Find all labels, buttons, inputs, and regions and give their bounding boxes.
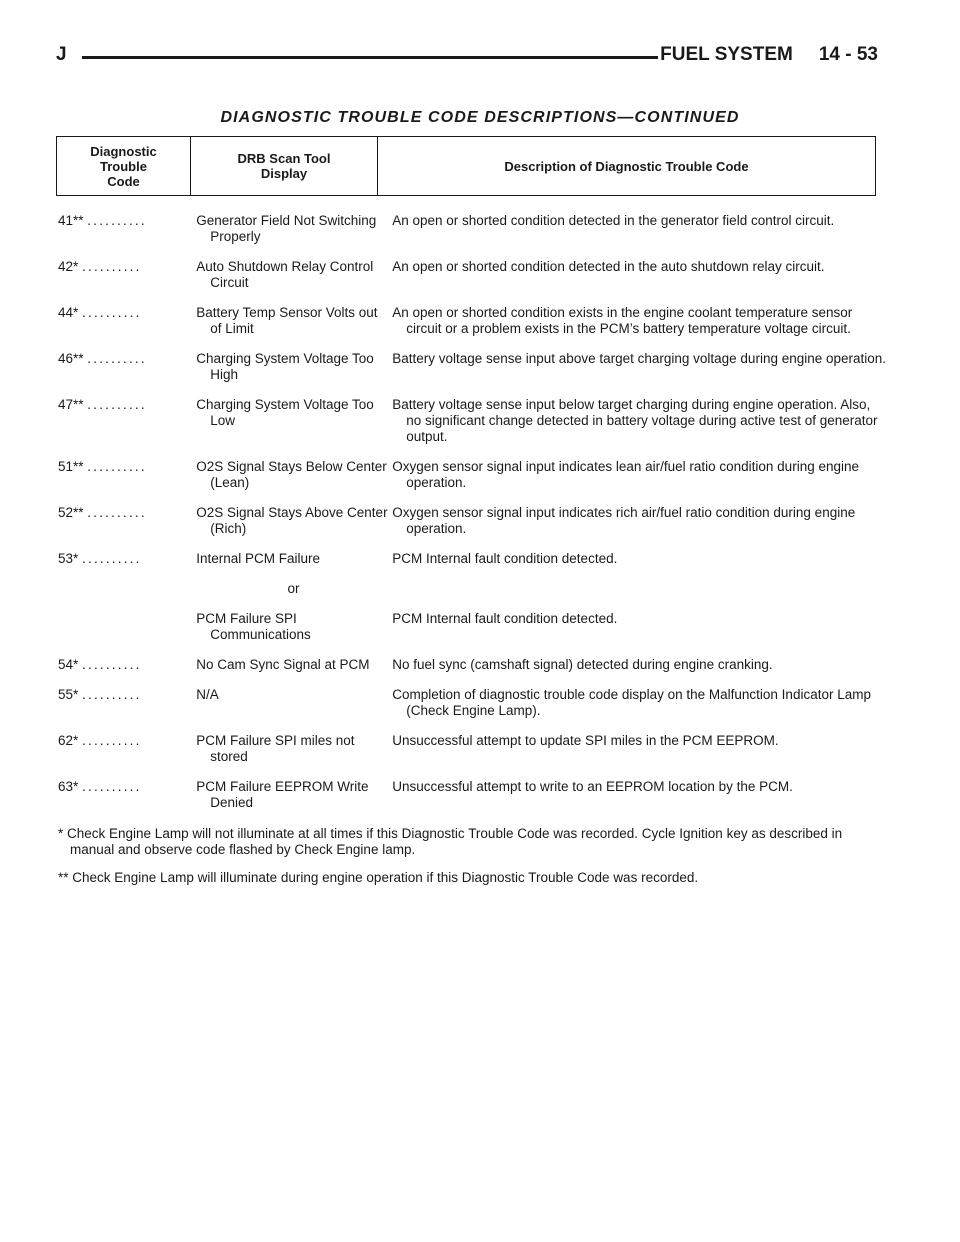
- description-cell: An open or shorted condition exists in the engine coolant temperature sensor circuit or a problem exists in the PCM’s battery temperature voltage circuit.: [392, 305, 853, 336]
- table-row: [58, 505, 888, 537]
- description-cell: An open or shorted condition detected in the generator field control circuit.: [392, 213, 835, 228]
- leader-dots: ..........: [82, 657, 142, 672]
- description-cell: Battery voltage sense input above target charging voltage during engine operation.: [392, 351, 887, 366]
- description-cell: Completion of diagnostic trouble code display on the Malfunction Indicator Lamp (Check Engine Lamp).: [392, 687, 871, 718]
- description-cell: Oxygen sensor signal input indicates lean air/fuel ratio condition during engine operation.: [392, 459, 859, 490]
- drb-cell: Auto Shutdown Relay Control Circuit: [196, 259, 374, 290]
- drb-cell: PCM Failure EEPROM Write Denied: [196, 779, 369, 810]
- col-header-drb: DRB Scan Tool Display: [191, 137, 378, 195]
- table-row: [58, 305, 888, 337]
- code-cell: [58, 259, 196, 291]
- header-left: J: [56, 44, 67, 65]
- code-cell: [58, 657, 196, 673]
- drb-cell: No Cam Sync Signal at PCM: [196, 657, 370, 672]
- footnote-double-asterisk: ** Check Engine Lamp will illuminate during engine operation if this Diagnostic Trouble Code was recorded.: [58, 870, 699, 885]
- section-title: DIAGNOSTIC TROUBLE CODE DESCRIPTIONS—CONTINUED: [220, 109, 740, 126]
- drb-cell: O2S Signal Stays Above Center (Rich): [196, 505, 388, 536]
- leader-dots: ..........: [82, 733, 142, 748]
- code-cell: [58, 733, 196, 765]
- description-cell: No fuel sync (camshaft signal) detected during engine cranking.: [392, 657, 773, 672]
- table-row: [58, 351, 888, 383]
- description-cell: PCM Internal fault condition detected.: [392, 611, 618, 626]
- drb-cell: Generator Field Not Switching Properly: [196, 213, 377, 244]
- leader-dots: ..........: [87, 459, 147, 474]
- table-row: [58, 259, 888, 291]
- col-header-code: Diagnostic Trouble Code: [57, 137, 191, 195]
- code-cell: [58, 611, 196, 643]
- page-header: [56, 44, 878, 72]
- code-value: 47**: [58, 397, 84, 412]
- leader-dots: ..........: [87, 351, 147, 366]
- drb-cell: O2S Signal Stays Below Center (Lean): [196, 459, 387, 490]
- table-row: [58, 213, 888, 245]
- code-cell: [58, 779, 196, 811]
- leader-dots: ..........: [82, 305, 142, 320]
- leader-dots: ..........: [82, 779, 142, 794]
- table-header: [56, 136, 876, 196]
- code-cell: [58, 459, 196, 491]
- table-row: [58, 611, 888, 643]
- code-value: 53*: [58, 551, 79, 566]
- table-row: [58, 551, 888, 567]
- leader-dots: ..........: [87, 505, 147, 520]
- description-cell: Battery voltage sense input below target charging during engine operation. Also, no significant change detected in battery voltage during active test of generator output.: [392, 397, 878, 444]
- header-page-number: 14 - 53: [818, 44, 878, 65]
- code-cell: [58, 351, 196, 383]
- header-right: [660, 44, 878, 66]
- leader-dots: ..........: [87, 213, 147, 228]
- description-cell: Unsuccessful attempt to write to an EEPROM location by the PCM.: [392, 779, 793, 794]
- code-value: 41**: [58, 213, 84, 228]
- code-value: 44*: [58, 305, 79, 320]
- header-rule: [82, 56, 658, 59]
- drb-cell: Battery Temp Sensor Volts out of Limit: [196, 305, 378, 336]
- code-cell: [58, 397, 196, 445]
- table-row: [58, 779, 888, 811]
- drb-cell: N/A: [196, 687, 219, 702]
- code-cell: [58, 551, 196, 567]
- code-value: 63*: [58, 779, 79, 794]
- code-cell: [58, 687, 196, 719]
- table-row: [58, 687, 888, 719]
- code-cell: [58, 505, 196, 537]
- drb-cell: Charging System Voltage Too High: [196, 351, 374, 382]
- code-value: 51**: [58, 459, 84, 474]
- table-row: [58, 459, 888, 491]
- leader-dots: ..........: [87, 397, 147, 412]
- or-separator: or: [287, 581, 300, 596]
- code-table-body: [58, 213, 888, 811]
- code-cell: [58, 305, 196, 337]
- description-cell: Oxygen sensor signal input indicates rich air/fuel ratio condition during engine operation.: [392, 505, 856, 536]
- drb-cell: PCM Failure SPI Communications: [196, 611, 311, 642]
- code-cell: [58, 213, 196, 245]
- description-cell: PCM Internal fault condition detected.: [392, 551, 618, 566]
- code-value: 54*: [58, 657, 79, 672]
- header-section: FUEL SYSTEM: [660, 44, 793, 65]
- col-header-description: Description of Diagnostic Trouble Code: [504, 158, 749, 174]
- leader-dots: ..........: [82, 259, 142, 274]
- drb-cell: Internal PCM Failure: [196, 551, 320, 566]
- description-cell: Unsuccessful attempt to update SPI miles in the PCM EEPROM.: [392, 733, 779, 748]
- table-row: [58, 397, 888, 445]
- code-value: 62*: [58, 733, 79, 748]
- code-value: 46**: [58, 351, 84, 366]
- footnotes: [58, 826, 878, 886]
- leader-dots: ..........: [82, 551, 142, 566]
- leader-dots: ..........: [82, 687, 142, 702]
- drb-cell: Charging System Voltage Too Low: [196, 397, 374, 428]
- code-value: 42*: [58, 259, 79, 274]
- drb-cell: PCM Failure SPI miles not stored: [196, 733, 355, 764]
- footnote-single-asterisk: * Check Engine Lamp will not illuminate at all times if this Diagnostic Trouble Code was recorded. Cycle Ignition key as described in manual and observe code flashed by Check Engine lamp.: [58, 826, 843, 857]
- code-value: 55*: [58, 687, 79, 702]
- code-value: 52**: [58, 505, 84, 520]
- table-row: [58, 733, 888, 765]
- table-row: [58, 657, 888, 673]
- description-cell: An open or shorted condition detected in the auto shutdown relay circuit.: [392, 259, 825, 274]
